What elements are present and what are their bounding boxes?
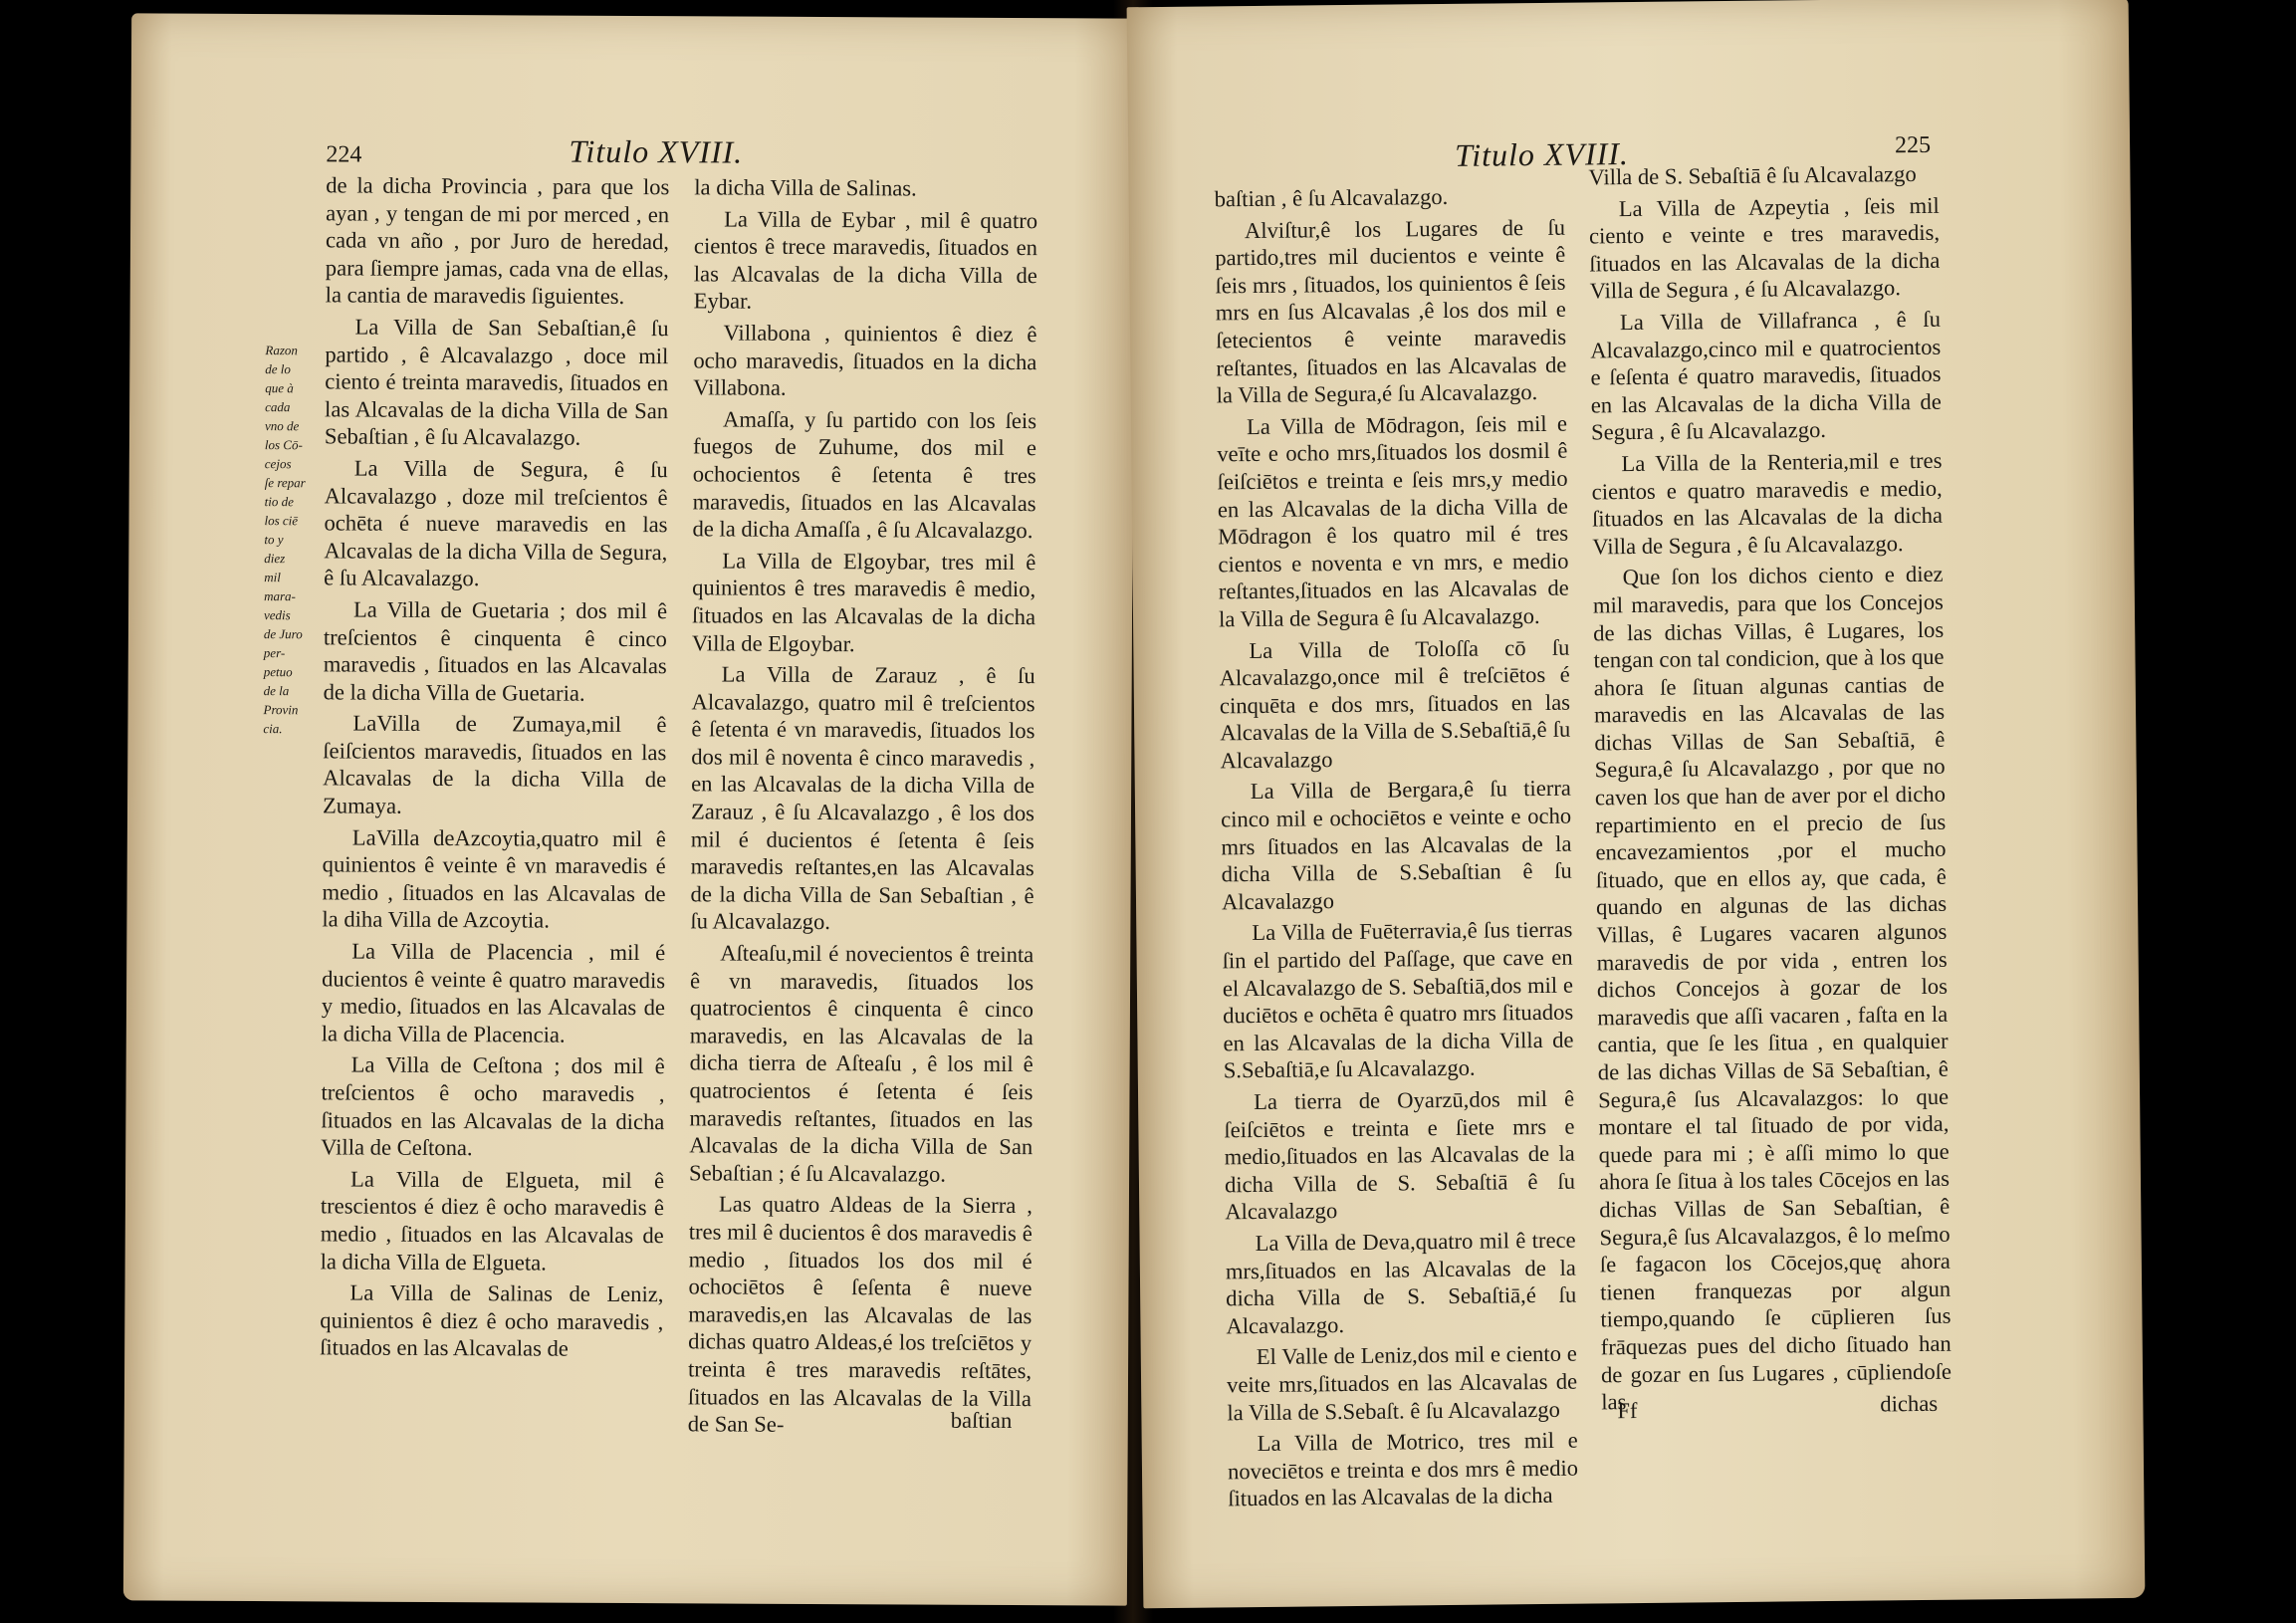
paragraph: La Villa de Placencia , mil é ducientos ê veinte ê quatro maravedis y medio, ſituados en las Alcavalas de la dicha Villa de Placencia.	[321, 938, 666, 1047]
paragraph: baſtian , ê ſu Alcavalazgo.	[1214, 183, 1449, 212]
margin-note-line: de Juro	[263, 626, 303, 642]
paragraph: Amaſſa, y ſu partido con los ſeis fuegos de Zuhume, dos mil e ochocientos ê ſetenta ê tres maravedis, ſituados en las Alcavalas de la dicha Amaſſa , ê ſu Alcavalazgo.	[692, 406, 1037, 544]
paragraph: La Villa de Salinas de Leniz, quinientos ê diez ê ocho maravedis , ſituados en las Alcavalas de	[320, 1279, 664, 1362]
paragraph: Aſteaſu,mil é novecientos ê treinta ê vn maravedis, ſituados los quatrocientos ê cinquenta ê cinco maravedis, en las Alcavalas de la dicha tierra de Aſteaſu , ê los mil ê quatrocientos é ſetenta é ſeis maravedis reſtantes, ſituados en las Alcavalas de la dicha Villa de San Sebaſtian ; é ſu Alcavalazgo.	[689, 940, 1034, 1187]
paragraph: Alviſtur,ê los Lugares de ſu partido,tres mil ducientos e veinte ê ſeis mrs , ſituados, los quinientos ê ſeis mrs en ſus Alcavalas ,ê los dos mil e ſetecientos ê veinte maravedis reſtantes, ſituados en las Alcavalas de la Villa de Segura,é ſu Alcavalazgo.	[1215, 214, 1567, 408]
catchword: dichas	[1880, 1390, 1939, 1417]
paragraph: Villabona , quinientos ê diez ê ocho maravedis, ſituados en la dicha Villabona.	[693, 320, 1037, 400]
paragraph: La Villa de Motrico, tres mil e noveciētos e treinta e dos mrs ê medio ſituados en las Alcavalas de la dicha	[1227, 1427, 1579, 1511]
margin-note-line: petuo	[263, 664, 293, 680]
margin-note-line: diez	[264, 551, 286, 567]
paragraph: La tierra de Oyarzū,dos mil ê ſeiſciētos e treinta e ſiete mrs e medio,ſituados en las Alcavalas de la dicha Villa de S. Sebaſtiā ê ſu Alcavalazgo	[1224, 1085, 1576, 1225]
margin-note-line: per-	[263, 645, 286, 661]
margin-note-line: to y	[264, 532, 284, 548]
signature-mark: Ff	[1617, 1398, 1638, 1424]
text-column-1	[320, 171, 669, 1367]
page-number: 224	[326, 141, 362, 168]
left-page	[123, 13, 1135, 1605]
paragraph: La Villa de Fuēterravia,ê ſus tierras ſin el partido del Paſſage, que cave en el Alcavalazgo de S. Sebaſtiā,dos mil e duciētos e ochēta ê quatro mrs ſituados en las Alcavalas de la dicha Villa de S.Sebaſtiā,e ſu Alcavalazgo.	[1222, 917, 1574, 1083]
margin-note-line: que à	[265, 380, 294, 396]
margin-note-line: cia.	[263, 721, 283, 737]
right-page	[1127, 0, 2146, 1608]
paragraph: La Villa de la Renteria,mil e tres cientos e quatro maravedis e medio, ſituados en las Alcavalas de la dicha Villa de Segura , ê ſu Alcavalazgo.	[1591, 447, 1944, 560]
text-column-2	[1588, 160, 1952, 1420]
running-head: Titulo XVIII.	[569, 132, 744, 170]
margin-note-line: mil	[264, 570, 281, 585]
paragraph: La Villa de Elgueta, mil ê trescientos é diez ê ocho maravedis ê medio , ſituados en las Alcavalas de la dicha Villa de Elgueta.	[320, 1166, 665, 1275]
margin-note-line: vedis	[263, 607, 291, 623]
margin-note-line: los ciē	[264, 513, 299, 529]
margin-note-line: de la	[263, 683, 290, 699]
margin-note-line: cada	[265, 399, 291, 415]
text-column-1	[1214, 182, 1578, 1517]
paragraph: La Villa de Bergara,ê ſu tierra cinco mil e ochociētos e veinte e ocho mrs ſituados en las Alcavalas de la dicha Villa de S.Sebaſtian ê ſu Alcavalazgo	[1221, 776, 1572, 915]
paragraph: El Valle de Leniz,dos mil e ciento e veite mrs,ſituados en las Alcavalas de la Villa de S.Sebaſt. ê ſu Alcavalazgo	[1226, 1340, 1578, 1425]
running-head: Titulo XVIII.	[1454, 135, 1630, 173]
paragraph: LaVilla deAzcoytia,quatro mil ê quinientos ê veinte ê vn maravedis é medio , ſituados en las Alcavalas de la diha Villa de Azcoytia.	[322, 824, 666, 934]
margin-note-line: mara-	[264, 588, 296, 604]
paragraph: La Villa de Elgoybar, tres mil ê quinientos ê tres maravedis ê medio, ſituados en las Alcavalas de la dicha Villa de Elgoybar.	[691, 548, 1036, 656]
margin-note-line: de lo	[265, 361, 291, 377]
paragraph: LaVilla de Zumaya,mil ê ſeiſcientos maravedis, ſituados en las Alcavalas de la dicha Villa de Zumaya.	[322, 710, 667, 818]
text-column-2	[688, 173, 1038, 1444]
margin-note-line: vno de	[264, 418, 300, 434]
paragraph: La Villa de Ceſtona ; dos mil ê treſcientos ê ocho maravedis , ſituados en las Alcavalas de la dicha Villa de Ceſtona.	[321, 1051, 665, 1161]
catchword: baſtian	[950, 1407, 1013, 1434]
margin-note	[263, 341, 317, 738]
paragraph: La Villa de Zarauz , ê ſu Alcavalazgo, quatro mil ê treſcientos ê ſetenta é vn maravedis, ſituados los dos mil ê noventa ê cinco maravedis , en las Alcavalas de la dicha Villa de Zarauz , ê ſu Alcavalazgo , ê los dos mil é ducientos é ſetenta ê ſeis maravedis reſtantes,en las Alcavalas de la dicha Villa de San Sebaſtian , ê ſu Alcavalazgo.	[690, 661, 1035, 935]
margin-note-line: Razon	[265, 343, 298, 358]
paragraph: La Villa de San Sebaſtian,ê ſu partido , ê Alcavalazgo , doce mil ciento é treinta maravedis, ſituados en las Alcavalas de la dicha Villa de San Sebaſtian , ê ſu Alcavalazgo.	[324, 314, 669, 451]
paragraph: la dicha Villa de Salinas.	[694, 174, 917, 201]
margin-note-line: ſe repar	[264, 475, 306, 491]
paragraph: La Villa de Eybar , mil ê quatro cientos ê trece maravedis, ſituados en las Alcavalas de la dicha Villa de Eybar.	[693, 206, 1038, 315]
paragraph: Villa de S. Sebaſtiā ê ſu Alcavalazgo	[1588, 161, 1917, 190]
paragraph: La Villa de Guetaria ; dos mil ê treſcientos ê cinquenta ê cinco maravedis , ſituados en las Alcavalas de la dicha Villa de Guetaria.	[323, 596, 668, 706]
margin-note-line: tio de	[264, 494, 294, 510]
paragraph: La Villa de Mōdragon, ſeis mil e veīte e ocho mrs,ſituados los dosmil ê ſeiſciētos e treinta e ſeis mrs,y medio en las Alcavalas de la dicha Villa de Mōdragon ê los quatro mil é tres cientos e noventa e vn mrs, e medio reſtantes,ſituados en las Alcavalas de la Villa de Segura ê ſu Alcavalazgo.	[1217, 410, 1569, 632]
paragraph: La Villa de Deva,quatro mil ê trece mrs,ſituados en las Alcavalas de la dicha Villa de S. Sebaſtiā,é ſu Alcavalazgo.	[1225, 1227, 1577, 1339]
margin-note-line: Provin	[263, 702, 299, 718]
paragraph: Las quatro Aldeas de la Sierra , tres mil ê ducientos ê dos maravedis ê medio , ſituados los dos mil é ochociētos ê ſeſenta ê nueve maravedis,en las Alcavalas de las dichas quatro Aldeas,é los treſciētos y treinta ê tres maravedis reſtātes, ſituados en las Alcavalas de la Villa de San Se-	[687, 1191, 1033, 1437]
paragraph: La Villa de Azpeytia , ſeis mil ciento e veinte e tres maravedis, ſituados en las Alcavalas de la dicha Villa de Segura , é ſu Alcavalazgo.	[1588, 192, 1941, 304]
paragraph: Que ſon los dichos ciento e diez mil maravedis, para que los Concejos de las dichas Villas, ê Lugares, los tengan con tal condicion, que à los que ahora ſe ſituan algunas cantias de maravedis en las Alcavalas de las dichas Villas de San Sebaſtiā, ê Segura,ê ſu Alcavalazgo , por que no caven los que han de aver por el dicho repartimiento en el precio de ſus encavezamientos ,por el mucho ſituado, que en ellos ay, que cada, ê quando en algunas de las dichas Villas, ê Lugares vacaren algunos maravedis de por vida , entren los dichos Concejos à gozar de los maravedis que aſſi vacaren , faſta en la cantia, que ſe les ſitua , en qualquier de las dichas Villas de Sā Sebaſtian, ê Segura,ê ſus Alcavalazgos: lo que montare el tal ſituado de por vida, quede para mi ; è aſſi mimo lo que ahora ſe ſitua à los tales Cōcejos en las dichas Villas de San Sebaſtian, ê Segura,ê ſus Alcavalazgos, ê lo meſmo ſe fagacon los Cōcejos,quę ahora tienen franquezas por algun tiempo,quando ſe cūplieren ſus frāquezas pues del dicho ſituado han de gozar en ſus Lugares , cūpliendoſe las	[1592, 562, 1952, 1415]
paragraph: La Villa de Toloſſa cō ſu Alcavalazgo,once mil ê treſciētos é cinquēta e dos mrs, ſituados en las Alcavalas de la Villa de S.Sebaſtiā,ê ſu Alcavalazgo	[1219, 634, 1571, 774]
paragraph: de la dicha Provincia , para que los ayan , y tengan de mi por merced , en cada vn año , por Juro de heredad, para ſiempre jamas, cada vna de ellas, la cantia de maravedis ſiguientes.	[325, 172, 670, 310]
margin-note-line: los Cō-	[264, 437, 303, 453]
margin-note-line: cejos	[264, 456, 292, 472]
paragraph: La Villa de Segura, ê ſu Alcavalazgo , doze mil treſcientos ê ochēta é nueve maravedis en las Alcavalas de la dicha Villa de Segura, ê ſu Alcavalazgo.	[324, 455, 668, 591]
paragraph: La Villa de Villafranca , ê ſu Alcavalazgo,cinco mil e quatrocientos e ſeſenta é quatro maravedis, ſituados en las Alcavalas de la dicha Villa de Segura , ê ſu Alcavalazgo.	[1590, 306, 1942, 445]
page-number: 225	[1894, 131, 1932, 159]
